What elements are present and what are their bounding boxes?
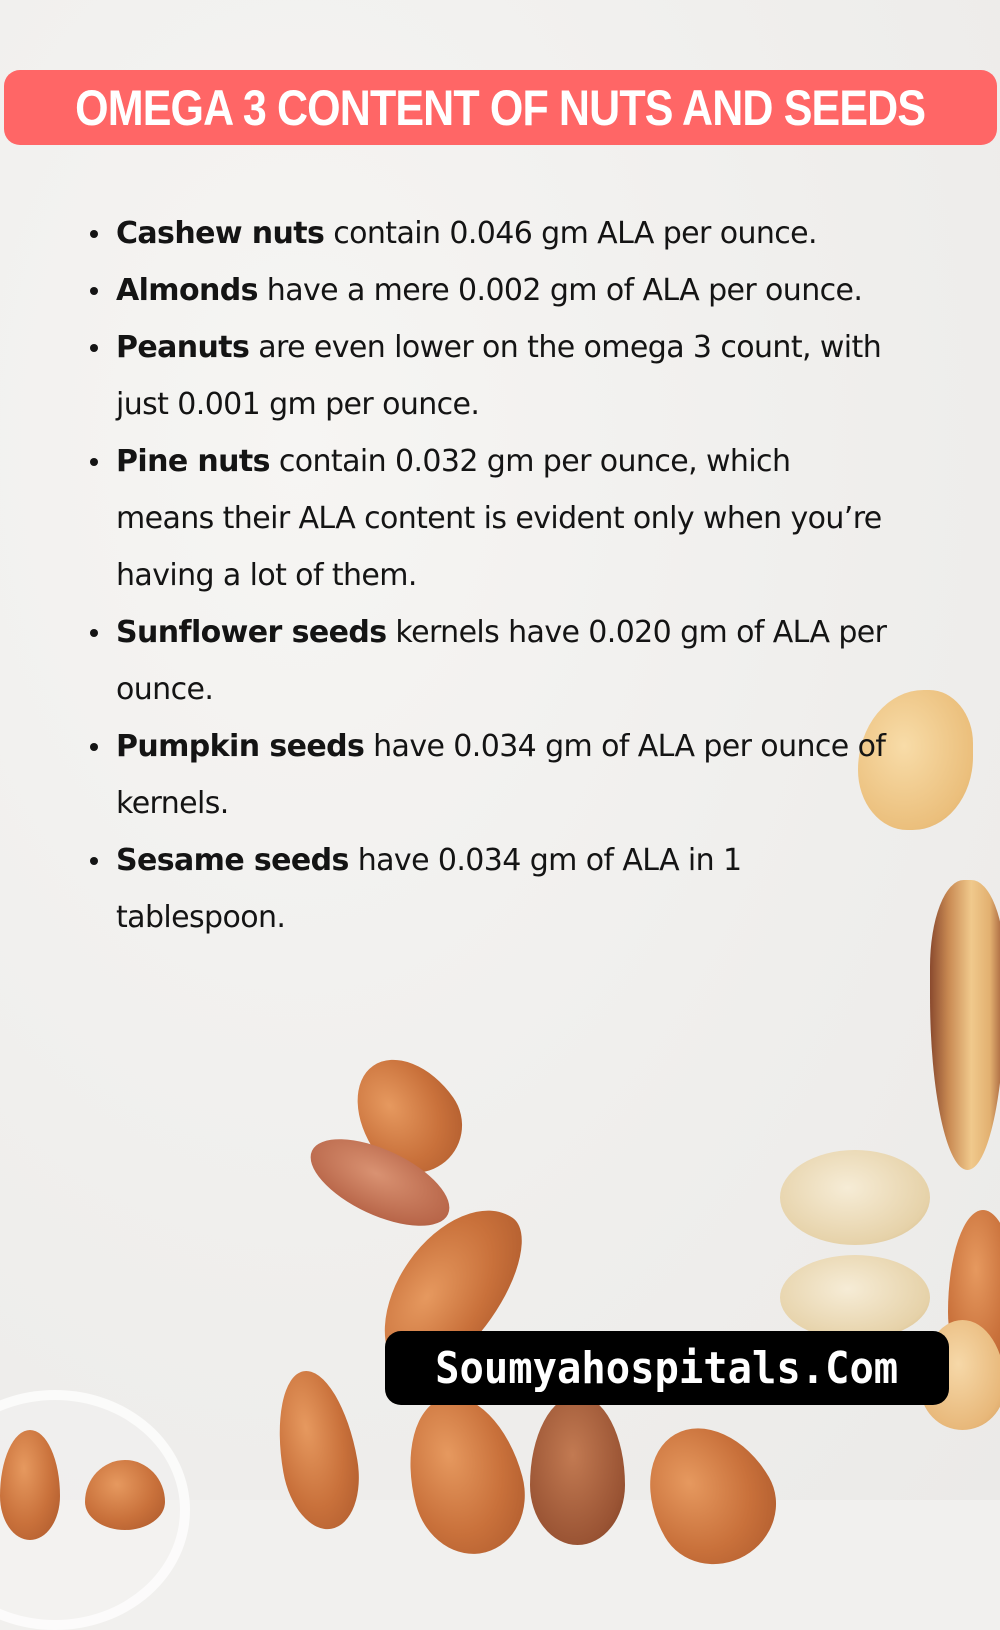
list-item-sesame-seeds: [88, 832, 888, 946]
list-item-sunflower-seeds: [88, 604, 888, 718]
hazelnut-image: [780, 1255, 930, 1340]
bullet-icon: [90, 629, 98, 637]
bullet-icon: [90, 857, 98, 865]
item-text: have a mere 0.002 gm of ALA per ounce.: [257, 273, 863, 308]
item-name: Almonds: [116, 273, 258, 308]
title-banner: [4, 70, 997, 145]
bullet-icon: [90, 344, 98, 352]
item-text: contain 0.032 gm per ounce, which means their ALA content is evident only when you’re having a lot of them.: [116, 444, 882, 593]
item-text: kernels have 0.020 gm of ALA per ounce.: [116, 615, 887, 707]
bullet-icon: [90, 743, 98, 751]
item-name: Sunflower seeds: [116, 615, 387, 650]
item-name: Cashew nuts: [116, 216, 325, 251]
list-item-cashew: [88, 205, 888, 262]
page-title: OMEGA 3 CONTENT OF NUTS AND SEEDS: [75, 79, 926, 136]
item-name: Pine nuts: [116, 444, 270, 479]
item-name: Sesame seeds: [116, 843, 349, 878]
omega3-list: [88, 205, 888, 946]
hazelnut-image: [780, 1150, 930, 1245]
list-item-pine-nuts: [88, 433, 888, 604]
item-name: Peanuts: [116, 330, 250, 365]
item-text: have 0.034 gm of ALA per ounce of kernels.: [116, 729, 886, 821]
list-item-pumpkin-seeds: [88, 718, 888, 832]
list-item-almonds: [88, 262, 888, 319]
brand-website: Soumyahospitals.Com: [435, 1342, 899, 1394]
brand-badge: [385, 1331, 949, 1405]
bullet-icon: [90, 287, 98, 295]
item-text: are even lower on the omega 3 count, with just 0.001 gm per ounce.: [116, 330, 882, 422]
bullet-icon: [90, 458, 98, 466]
bullet-icon: [90, 230, 98, 238]
item-name: Pumpkin seeds: [116, 729, 365, 764]
item-text: have 0.034 gm of ALA in 1 tablespoon.: [116, 843, 742, 935]
list-item-peanuts: [88, 319, 888, 433]
item-text: contain 0.046 gm ALA per ounce.: [324, 216, 817, 251]
